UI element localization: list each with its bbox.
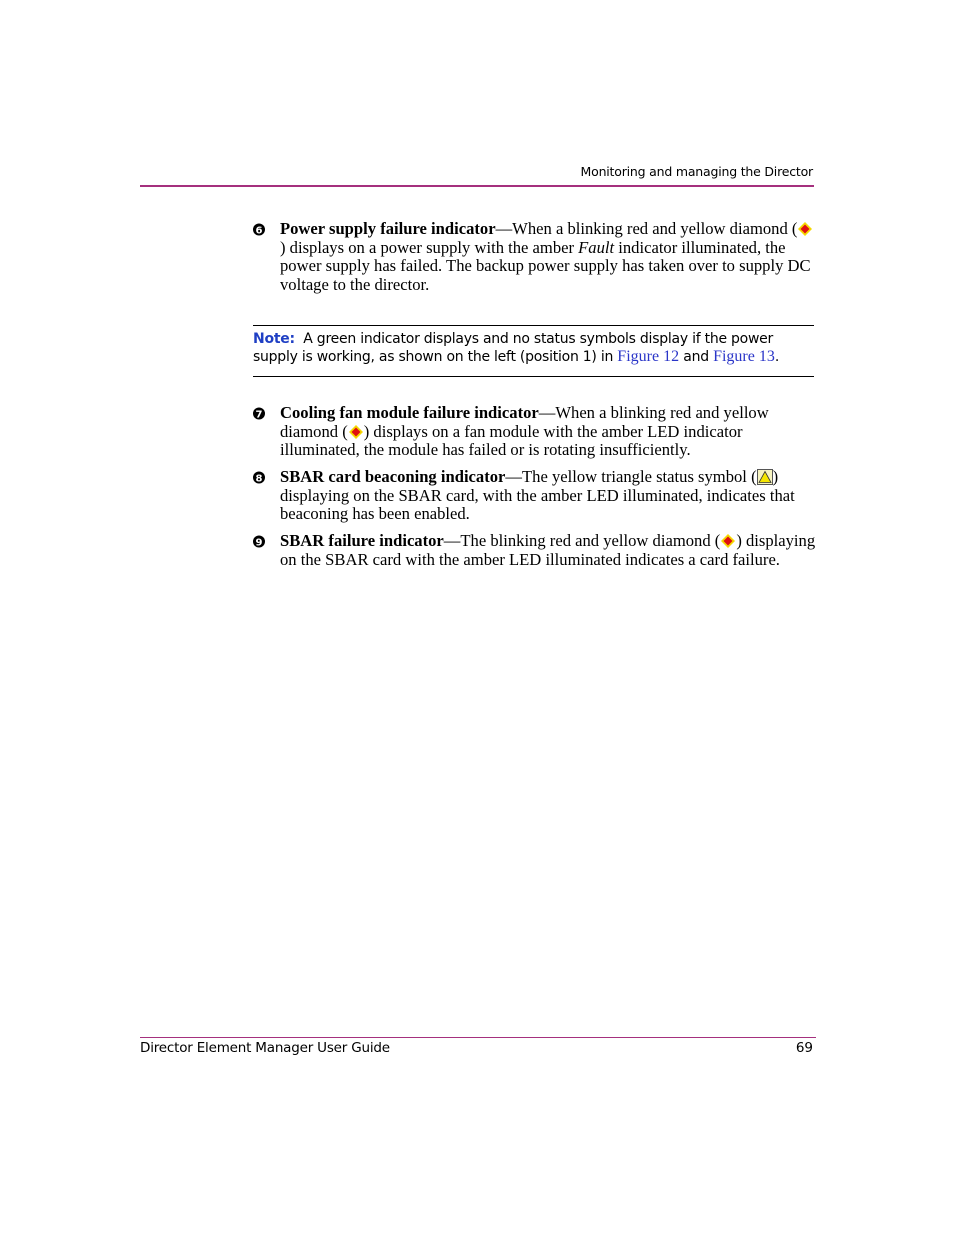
item-title: Cooling fan module failure indicator <box>280 403 539 422</box>
number-9-badge <box>253 532 266 550</box>
svg-text:7: 7 <box>255 409 263 421</box>
running-header: Monitoring and managing the Director <box>580 164 813 179</box>
number-8-badge <box>253 468 266 486</box>
list-item-sbar-failure: 9 SBAR failure indicator—The blinking red and yellow diamond ( ) displaying on the SBAR card with the amber LED illuminated indicates a card failure. <box>253 532 818 569</box>
red-yellow-diamond-icon <box>348 424 364 440</box>
list-item-power-supply: 6 Power supply failure indicator—When a blinking red and yellow diamond ( ) displays on a power supply with the amber Fault indicator illuminated, the power supply has failed. The backup power supply has taken over to supply DC voltage to the director. <box>253 220 818 294</box>
svg-text:9: 9 <box>255 537 263 549</box>
svg-text:6: 6 <box>255 225 263 237</box>
note-box: Note: A green indicator displays and no status symbols display if the power supply is working, as shown on the left (position 1) in Figure 12 and Figure 13. <box>253 325 814 377</box>
figure-13-link[interactable]: Figure 13 <box>713 348 775 365</box>
header-rule <box>140 185 814 187</box>
list-item-sbar-beaconing: 8 SBAR card beaconing indicator—The yellow triangle status symbol ( ) displaying on the SBAR card, with the amber LED illuminated, indicates that beaconing has been enabled. <box>253 468 818 524</box>
number-6-badge <box>253 220 266 238</box>
page-number: 69 <box>795 1040 813 1056</box>
footer-book-title: Director Element Manager User Guide <box>140 1040 390 1056</box>
red-yellow-diamond-icon <box>797 221 813 237</box>
svg-text:8: 8 <box>255 473 263 485</box>
red-yellow-diamond-icon <box>720 533 736 549</box>
number-7-badge <box>253 404 266 422</box>
item-title: SBAR failure indicator <box>280 531 444 550</box>
footer-rule <box>140 1037 816 1038</box>
item-title: Power supply failure indicator <box>280 219 496 238</box>
item-title: SBAR card beaconing indicator <box>280 467 506 486</box>
yellow-triangle-icon <box>757 469 773 485</box>
figure-12-link[interactable]: Figure 12 <box>617 348 680 365</box>
note-label: Note: <box>253 331 295 347</box>
list-item-cooling-fan: 7 Cooling fan module failure indicator—When a blinking red and yellow diamond ( ) displays on a fan module with the amber LED indicator illuminated, the module has failed or is rotating insufficiently. <box>253 404 818 460</box>
